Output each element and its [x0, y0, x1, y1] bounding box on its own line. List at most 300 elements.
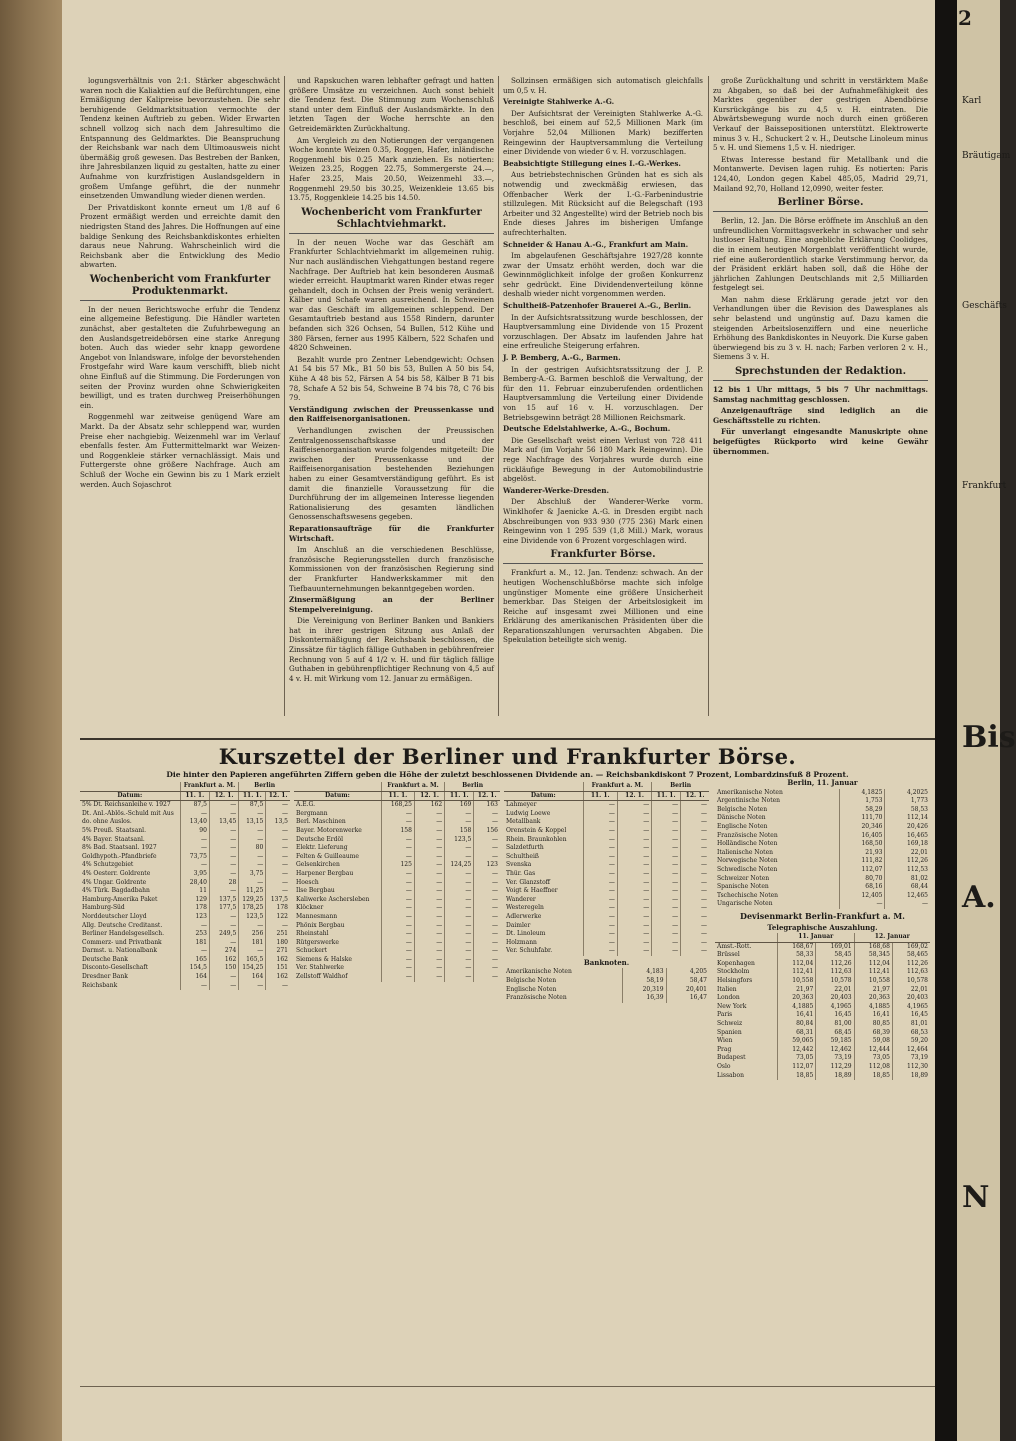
quote-cell: — — [583, 913, 617, 922]
banknoten-title: Banknoten. — [583, 957, 630, 967]
date-header: 12. 1. — [209, 791, 238, 801]
table-row — [715, 900, 930, 909]
table-row — [80, 801, 290, 810]
page-gutter — [935, 0, 957, 1441]
subheading: Zinsermäßigung an der Berliner Stempelvereinigung. — [289, 595, 494, 614]
quote-cell: — — [414, 887, 444, 896]
security-name: Ver. Glanzstoff — [506, 878, 551, 886]
table-row — [294, 964, 500, 973]
quote-cell: 58,29 — [839, 806, 885, 815]
table-row — [504, 861, 709, 870]
quote-cell: — — [266, 827, 290, 836]
quote-cell: — — [474, 913, 500, 922]
table-row — [715, 849, 930, 858]
date-header: 12. 1. — [266, 791, 290, 801]
quote-cell: — — [414, 896, 444, 905]
quote-cell: 112,26 — [816, 960, 854, 969]
quote-cell: 112,04 — [777, 960, 815, 969]
paragraph: Roggenmehl war zeitweise genügend Ware am Markt. Da der Absatz sehr schleppend war, wurden Preise eher nachgiebig. Weizenmehl war im Verlauf ebenfalls fester. Am Futtermittelmarkt war Weizen- und Roggenkleie stärker vernachlässigt. Mais und Futtergerste ohne größere Nachfrage. Auch am Schluß der Woche ein Gewinn bis zu 1 Mark erzielt werden. Auch Sojaschrot — [80, 412, 280, 489]
table-row — [715, 1011, 930, 1020]
quote-cell: 20,403 — [816, 994, 854, 1003]
quote-cell: — — [381, 956, 414, 965]
quote-cell: — — [266, 844, 290, 853]
table-row — [715, 883, 930, 892]
quote-cell: 11 — [180, 887, 209, 896]
security-name: Dänische Noten — [717, 814, 766, 822]
table-row — [294, 853, 500, 862]
paragraph: Die Vereinigung von Berliner Banken und Bankiers hat in ihrer gestrigen Sitzung aus Anlaß der Diskontermäßigung der Reichsbank beschlossen, die Zinssätze für täglich fällige Guthaben in gebührenfreier Rechnung von 5 auf 4 1/2 v. H. und für täglich fällige Guthaben in gebührenpflichtiger Rechnung von 4,5 auf 4 v. H. mit Wirkung vom 12. Januar zu ermäßigen. — [289, 616, 494, 683]
quote-cell: — — [180, 982, 209, 991]
quote-cell: — — [381, 887, 414, 896]
security-name: Schweizer Noten — [717, 874, 770, 882]
table-row — [294, 930, 500, 939]
table-row — [715, 1029, 930, 1038]
table-row — [80, 853, 290, 862]
table-row — [294, 879, 500, 888]
quote-cell: 59,065 — [777, 1037, 815, 1046]
date-header: 12. 1. — [681, 791, 709, 801]
quote-cell: 112,63 — [892, 968, 930, 977]
security-name: Brüssel — [717, 951, 740, 959]
quote-cell: 123 — [180, 913, 209, 922]
quote-cell: — — [617, 930, 651, 939]
quote-cell: — — [381, 939, 414, 948]
security-name: Französische Noten — [717, 831, 778, 839]
table-row — [504, 994, 709, 1003]
security-name: Lissabon — [717, 1071, 744, 1079]
quote-cell: — — [652, 801, 681, 810]
col-header: Frankfurt a. M. — [180, 782, 239, 791]
quote-cell: 112,04 — [854, 960, 892, 969]
table-row — [80, 827, 290, 836]
quote-cell: 112,63 — [816, 968, 854, 977]
quote-cell: — — [239, 827, 266, 836]
quote-cell: 20,363 — [777, 994, 815, 1003]
date-label: Datum: — [504, 791, 583, 801]
quote-cell: — — [474, 896, 500, 905]
quote-cell: — — [681, 810, 709, 819]
quote-cell: — — [414, 827, 444, 836]
quote-cell: 22,01 — [816, 986, 854, 995]
quote-cell: — — [381, 964, 414, 973]
security-name: Daimler — [506, 921, 531, 929]
table-row — [715, 892, 930, 901]
notice: Für unverlangt eingesandte Manuskripte ohne beigefügtes Rückporto wird keine Gewähr übernommen. — [713, 427, 928, 456]
col-header: Berlin — [652, 782, 709, 791]
quote-cell: — — [180, 861, 209, 870]
quote-cell: — — [445, 930, 474, 939]
security-name: Reichsbank — [82, 981, 118, 989]
column-rule — [284, 76, 285, 716]
quote-cell: 28,40 — [180, 879, 209, 888]
quote-cell: — — [209, 939, 238, 948]
book-binding — [0, 0, 62, 1441]
quote-cell: — — [474, 879, 500, 888]
table-row — [80, 836, 290, 845]
quote-cell: — — [445, 973, 474, 982]
security-name: Commerz- und Privatbank — [82, 938, 162, 946]
security-name: Goldhypoth.-Pfandbriefe — [82, 852, 157, 860]
quote-cell: — — [445, 913, 474, 922]
table-row — [80, 870, 290, 879]
quote-cell: 129,25 — [239, 896, 266, 905]
quote-cell: — — [209, 973, 238, 982]
paragraph: In der gestrigen Aufsichtsratssitzung der J. P. Bemberg-A.-G. Barmen beschloß die Verwaltung, der für den 11. Februar einzuberufenden ordentlichen Hauptversammlung die Verteilung einer Dividende von 15 auf 16 v. H. vorzuschlagen. Der Betriebsgewinn beträgt 28 Millionen Reichsmark. — [503, 364, 703, 422]
quote-cell: 165 — [180, 956, 209, 965]
date-header: 11. 1. — [239, 791, 266, 801]
quote-cell: — — [474, 870, 500, 879]
date-header: 11. 1. — [445, 791, 474, 801]
quote-cell: — — [209, 982, 238, 991]
table-row — [715, 1072, 930, 1081]
security-name: do. ohne Auslos. — [82, 818, 132, 826]
table-row — [294, 947, 500, 956]
date-header: 12. 1. — [474, 791, 500, 801]
quote-cell: — — [617, 836, 651, 845]
table-row — [715, 814, 930, 823]
quote-cell: — — [681, 922, 709, 931]
quote-cell: 68,39 — [854, 1029, 892, 1038]
quote-cell: — — [583, 844, 617, 853]
security-name: Norwegische Noten — [717, 857, 778, 865]
quote-cell: 16,45 — [892, 1011, 930, 1020]
col-header: Berlin — [239, 782, 290, 791]
paragraph: In der neuen Woche war das Geschäft am Frankfurter Schlachtviehmarkt im allgemeinen ruhig. Nur nach ausländischen Viehgattungen bestand regere Nachfrage. Der Auftrieb hat kein besonderen Ausmaß wieder erreicht. Hauptmarkt waren Rinder etwas reger gehandelt, doch in Ochsen der Preis wenig verändert. Kälber und Schafe waren ausreichend. In Schweinen war das Geschäft im allgemeinen schleppend. Der Gesamtauftrieb bestand aus 1558 Rindern, darunter befanden sich 326 Ochsen, 54 Bullen, 512 Kühe und 380 Färsen, ferner aus 1995 Kälbern, 522 Schafen und 4820 Schweinen. — [289, 237, 494, 353]
quote-cell: 16,465 — [885, 832, 930, 841]
quote-cell: 4,1825 — [839, 789, 885, 798]
quote-cell: — — [414, 818, 444, 827]
quote-cell: — — [652, 913, 681, 922]
quote-cell: — — [652, 870, 681, 879]
quote-cell: 112,26 — [885, 857, 930, 866]
quote-cell: — — [583, 879, 617, 888]
table-row — [504, 801, 709, 810]
table-row — [715, 994, 930, 1003]
quote-cell: — — [681, 904, 709, 913]
quote-cell: 4,1965 — [892, 1003, 930, 1012]
quote-cell: 68,31 — [777, 1029, 815, 1038]
table-row — [715, 986, 930, 995]
column-rule — [498, 76, 499, 716]
quote-cell: — — [414, 870, 444, 879]
paragraph: Am Vergleich zu den Notierungen der vergangenen Woche konnte Weizen 0.35, Roggen, Hafer, inländische Roggenmehl bis 0.25 Mark anziehen. Es notierten: Weizen 23.25, Roggen 22.75, Sommergerste 24.—, Hafer 23.25, Mais 20.50, Weizenmehl 33.—, Roggenmehl 29.50 bis 30.25, Weizenkleie 13.65 bis 13.75, Roggenkleie 14.25 bis 14.50. — [289, 135, 494, 203]
quote-cell: — — [474, 930, 500, 939]
devisen-title: Devisenmarkt Berlin-Frankfurt a. M. — [740, 910, 905, 921]
quote-cell: — — [681, 836, 709, 845]
security-name: Gelsenkirchen — [296, 861, 340, 869]
table-row — [80, 956, 290, 965]
quote-cell: — — [445, 939, 474, 948]
table-row — [504, 879, 709, 888]
security-name: Amst.-Rott. — [717, 942, 752, 950]
quote-cell: — — [681, 939, 709, 948]
quote-cell: — — [381, 973, 414, 982]
quote-cell: — — [652, 939, 681, 948]
adjacent-fragment: Bräutigam — [962, 151, 1011, 161]
quote-cell: — — [652, 844, 681, 853]
table-row — [715, 1054, 930, 1063]
quote-cell: 154,25 — [239, 964, 266, 973]
table-row — [294, 818, 500, 827]
table-row — [715, 840, 930, 849]
quote-cell: — — [239, 810, 266, 819]
subheading: Vereinigte Stahlwerke A.-G. — [503, 97, 615, 107]
table-row — [294, 844, 500, 853]
table-row — [80, 922, 290, 931]
table-row — [715, 968, 930, 977]
quote-cell: — — [239, 861, 266, 870]
kurs-table-3 — [504, 782, 709, 1003]
paragraph: Der Aufsichtsrat der Vereinigten Stahlwerke A.-G. beschloß, bei einem auf 52,5 Millionen Mark (im Vorjahre 52,04 Millionen Mark) bezifferten Reingewinn der Hauptversammlung die Verteilung einer Dividende von wieder 6 v. H. vorzuschlagen. — [503, 108, 703, 157]
quote-cell: — — [414, 879, 444, 888]
security-name: Kaliwerke Aschersleben — [296, 895, 370, 903]
section-heading: Wochenbericht vom Frankfurter Schlachtviehmarkt. — [289, 207, 494, 234]
security-name: Ver. Stahlwerke — [296, 964, 344, 972]
table-row — [80, 904, 290, 913]
quote-cell: 168,25 — [381, 801, 414, 810]
quote-cell: — — [474, 887, 500, 896]
quote-cell: 3,95 — [180, 870, 209, 879]
subheading: Deutsche Edelstahlwerke, A.-G., Bochum. — [503, 424, 671, 434]
quote-cell: 68,53 — [892, 1029, 930, 1038]
quote-cell: 20,319 — [622, 986, 666, 995]
security-name: Felten & Guilleaume — [296, 852, 359, 860]
security-name: Englische Noten — [717, 822, 768, 830]
security-name: 4% Schutzgebiet — [82, 861, 134, 869]
quote-cell: — — [209, 853, 238, 862]
quote-cell: 112,14 — [885, 814, 930, 823]
quote-cell: 271 — [266, 947, 290, 956]
notice: Anzeigenaufträge sind lediglich an die Geschäftsstelle zu richten. — [713, 406, 928, 425]
table-row — [294, 887, 500, 896]
quote-cell: 68,45 — [816, 1029, 854, 1038]
col-header: Berlin — [445, 782, 500, 791]
quote-cell: 124,25 — [445, 861, 474, 870]
quote-cell: — — [474, 964, 500, 973]
security-name: London — [717, 994, 740, 1002]
quote-cell: — — [617, 853, 651, 862]
quote-cell: 274 — [209, 947, 238, 956]
quote-cell: — — [381, 879, 414, 888]
security-name: Metallbank — [506, 818, 541, 826]
quote-cell: 58,53 — [885, 806, 930, 815]
quote-cell: 80 — [239, 844, 266, 853]
quote-cell: 58,345 — [854, 951, 892, 960]
quote-cell: 4,205 — [666, 968, 709, 977]
subheading: J. P. Bemberg, A.-G., Barmen. — [503, 353, 621, 363]
security-name: Elektr. Lieferung — [296, 844, 348, 852]
security-name: 8% Bad. Staatsanl. 1927 — [82, 844, 157, 852]
quote-cell: 162 — [414, 801, 444, 810]
quote-cell: — — [445, 879, 474, 888]
subheading: Verständigung zwischen der Preussenkasse und den Raiffeisenorganisationen. — [289, 404, 494, 424]
quote-cell: — — [652, 810, 681, 819]
quote-cell: — — [414, 836, 444, 845]
quote-cell: — — [266, 922, 290, 931]
quote-cell: 81,01 — [892, 1020, 930, 1029]
quote-cell: — — [681, 801, 709, 810]
security-name: Schuckert — [296, 947, 328, 955]
table-row — [504, 836, 709, 845]
table-row — [80, 973, 290, 982]
quote-cell: — — [239, 836, 266, 845]
quote-cell: 177,5 — [209, 904, 238, 913]
quote-cell: 169,02 — [892, 942, 930, 951]
quote-cell: 73,19 — [892, 1054, 930, 1063]
quote-cell: — — [617, 939, 651, 948]
security-name: Spanien — [717, 1028, 742, 1036]
quote-cell: 156 — [474, 827, 500, 836]
paragraph: Aus betriebstechnischen Gründen hat es sich als notwendig und zweckmäßig erwiesen, das Offenbacher Werk der I.-G.-Farbenindustrie stillzulegen. Mit Rücksicht auf die Belegschaft (193 Arbeiter und 32 Angestellte) wird der Betrieb noch bis Ende dieses Jahres im bisherigen Umfange aufrechterhalten. — [503, 170, 703, 237]
security-name: Rütgerswerke — [296, 938, 339, 946]
quote-cell: — — [239, 982, 266, 991]
table-row — [294, 896, 500, 905]
quote-cell: 4,2025 — [885, 789, 930, 798]
security-name: Berliner Handelsgesellsch. — [82, 930, 164, 938]
quote-cell: 162 — [209, 956, 238, 965]
date-header: 11. 1. — [583, 791, 617, 801]
quote-cell: 58,47 — [666, 977, 709, 986]
sorten-title: Berlin, 11. Januar — [787, 778, 858, 787]
paragraph: Verhandlungen zwischen der Preussischen Zentralgenossenschaftskasse und der Raiffeisenorganisation wurde folgendes mitgeteilt: Die zwischen der Preussenkasse und der Raiffeisenorganisation bestehenden Beziehungen haben zu einer Gesamtverständigung geführt. Es ist damit die finanzielle Voraussetzung für die Durchführung der im allgemeinen Interesse liegenden Rationalisierung des gesamten ländlichen Genossenschaftswesens gegeben. — [289, 426, 494, 522]
security-name: Hoesch — [296, 878, 319, 886]
security-name: Holländische Noten — [717, 840, 778, 848]
section-heading: Wochenbericht vom Frankfurter Produktenmarkt. — [80, 274, 280, 301]
quote-cell: 163 — [474, 801, 500, 810]
security-name: Budapest — [717, 1054, 746, 1062]
security-name: Schwedische Noten — [717, 865, 778, 873]
security-name: Italien — [717, 985, 737, 993]
quote-cell: 10,578 — [816, 977, 854, 986]
quote-cell: — — [414, 904, 444, 913]
quote-cell: 169 — [445, 801, 474, 810]
quote-cell: — — [474, 844, 500, 853]
quote-cell: 112,53 — [885, 866, 930, 875]
quote-cell: — — [381, 853, 414, 862]
kurs-table-1 — [80, 782, 290, 990]
quote-cell: 10,578 — [892, 977, 930, 986]
security-name: Holzmann — [506, 938, 537, 946]
security-name: Klöckner — [296, 904, 324, 912]
table-row — [715, 832, 930, 841]
adjacent-fragment: Geschäfts — [962, 301, 1007, 311]
quote-cell: 112,07 — [839, 866, 885, 875]
table-row — [715, 806, 930, 815]
quote-cell: 123,5 — [445, 836, 474, 845]
quote-cell: 18,89 — [816, 1072, 854, 1081]
quote-cell: 13,45 — [209, 818, 238, 827]
table-row — [715, 857, 930, 866]
quote-cell: 73,05 — [854, 1054, 892, 1063]
quote-cell: — — [474, 836, 500, 845]
quote-cell: — — [583, 930, 617, 939]
quote-cell: — — [180, 947, 209, 956]
quote-cell: — — [381, 913, 414, 922]
quote-cell: — — [652, 887, 681, 896]
quote-cell: — — [445, 887, 474, 896]
quote-cell: 18,89 — [892, 1072, 930, 1081]
security-name: Wanderer — [506, 895, 536, 903]
quote-cell: 13,15 — [239, 818, 266, 827]
quote-cell: 162 — [266, 973, 290, 982]
security-name: A.E.G. — [296, 801, 316, 809]
adjacent-ad-fragment: A. — [962, 880, 996, 915]
subheading: Schneider & Hanau A.-G., Frankfurt am Main. — [503, 239, 689, 249]
quote-cell: — — [583, 887, 617, 896]
quote-cell: — — [180, 922, 209, 931]
quote-cell: 59,185 — [816, 1037, 854, 1046]
date-header: 11. 1. — [180, 791, 209, 801]
quote-cell: — — [681, 844, 709, 853]
bottom-rule — [80, 1386, 935, 1387]
quote-cell: — — [381, 896, 414, 905]
security-name: Amerikanische Noten — [717, 788, 783, 796]
table-row — [294, 913, 500, 922]
quote-cell: — — [180, 844, 209, 853]
quote-cell: 111,70 — [839, 814, 885, 823]
col-header: 12. Januar — [854, 933, 930, 942]
quote-cell: — — [266, 982, 290, 991]
quote-cell: — — [414, 810, 444, 819]
table-row — [504, 968, 709, 977]
quote-cell: — — [474, 818, 500, 827]
security-name: Französische Noten — [506, 994, 567, 1002]
quote-cell: — — [617, 827, 651, 836]
quote-cell: — — [583, 853, 617, 862]
quote-cell: — — [652, 836, 681, 845]
table-row — [504, 844, 709, 853]
quote-cell: 169,18 — [885, 840, 930, 849]
quote-cell: — — [583, 939, 617, 948]
quote-cell: 168,67 — [777, 942, 815, 951]
quote-cell: 162 — [266, 956, 290, 965]
quote-cell: — — [583, 827, 617, 836]
security-name: Mannesmann — [296, 912, 338, 920]
kurszettel-title: Kurszettel der Berliner und Frankfurter Börse. — [218, 744, 797, 769]
table-row — [294, 973, 500, 982]
quote-cell: — — [652, 922, 681, 931]
security-name: Stockholm — [717, 968, 750, 976]
quote-cell: — — [414, 939, 444, 948]
adjacent-fragment: Karl — [962, 96, 982, 106]
table-row — [504, 904, 709, 913]
section-heading: Berliner Börse. — [713, 197, 928, 212]
quote-cell: 81,00 — [816, 1020, 854, 1029]
security-name: 4% Ungar. Goldrente — [82, 878, 147, 886]
security-name: Schweiz — [717, 1020, 743, 1028]
security-name: Kopenhagen — [717, 959, 755, 967]
quote-cell: 1,773 — [885, 797, 930, 806]
quote-cell: 112,26 — [892, 960, 930, 969]
table-row — [504, 827, 709, 836]
quote-cell: — — [474, 939, 500, 948]
security-name: Thür. Gas — [506, 869, 536, 877]
table-row — [294, 904, 500, 913]
quote-cell: — — [681, 947, 709, 956]
quote-cell: — — [474, 947, 500, 956]
quote-cell: 12,464 — [892, 1046, 930, 1055]
quote-cell: — — [681, 913, 709, 922]
paragraph: Bezahlt wurde pro Zentner Lebendgewicht: Ochsen A1 54 bis 57 Mk., B1 50 bis 53, Bullen A 50 bis 54, Kühe A 48 bis 52, Färsen A 54 bis 58, Kälber B 71 bis 78, Schafe A 52 bis 54, Schweine B 74 bis 78, C 76 bis 79. — [289, 354, 494, 403]
quote-cell: 59,08 — [854, 1037, 892, 1046]
quote-cell: 21,97 — [777, 986, 815, 995]
quote-cell: — — [445, 964, 474, 973]
section-divider — [80, 738, 935, 740]
quote-cell: 28 — [209, 879, 238, 888]
quote-cell: — — [445, 956, 474, 965]
column-rule — [708, 76, 709, 716]
quote-cell: 178,25 — [239, 904, 266, 913]
